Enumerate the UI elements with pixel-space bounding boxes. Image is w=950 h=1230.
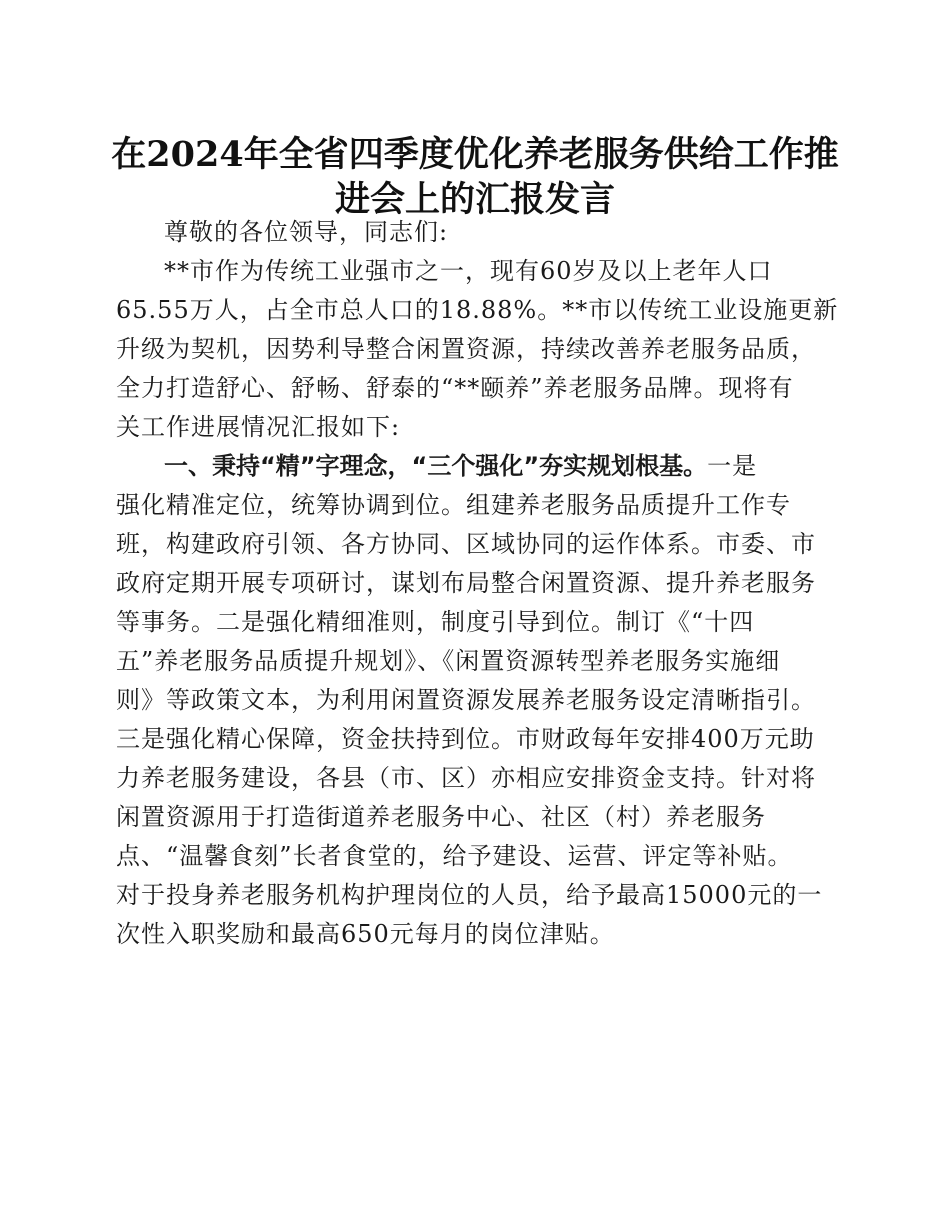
section-1-paragraph [116, 447, 823, 954]
paragraph-line: 65.55万人，占全市总人口的18.88%。**市以传统工业设施更新 [116, 296, 839, 324]
paragraph-line: 则》等政策文本，为利用闲置资源发展养老服务设定清晰指引。 [116, 686, 816, 714]
section-1-first-line [116, 447, 816, 486]
paragraph-line: 点、“温馨食刻”长者食堂的，给予建设、运营、评定等补贴。 [116, 842, 793, 870]
paragraph-line: **市作为传统工业强市之一，现有60岁及以上老年人口 [164, 257, 773, 285]
intro-paragraph [116, 252, 839, 447]
paragraph-line: 政府定期开展专项研讨，谋划布局整合闲置资源、提升养老服务 [116, 569, 816, 597]
document-body [116, 213, 839, 954]
paragraph-line: 对于投身养老服务机构护理岗位的人员，给予最高15000元的一 [116, 881, 823, 909]
paragraph-line: 全力打造舒心、舒畅、舒泰的“**颐养”养老服务品牌。现将有 [116, 374, 794, 402]
paragraph-line: 三是强化精心保障，资金扶持到位。市财政每年安排400万元助 [116, 725, 815, 753]
paragraph-line: 升级为契机，因势利导整合闲置资源，持续改善养老服务品质， [116, 335, 816, 363]
paragraph-line: 班，构建政府引领、各方协同、区域协同的运作体系。市委、市 [116, 530, 816, 558]
paragraph-line: 关工作进展情况汇报如下: [116, 413, 401, 441]
section-1-heading: 一、秉持“精”字理念，“三个强化”夯实规划根基。 [164, 452, 708, 480]
document-title [100, 132, 850, 222]
paragraph-line: 力养老服务建设，各县（市、区）亦相应安排资金支持。针对将 [116, 764, 816, 792]
title-line-1: 在2024年全省四季度优化养老服务供给工作推 [111, 134, 839, 175]
paragraph-line: 次性入职奖励和最高650元每月的岗位津贴。 [116, 920, 615, 948]
section-1-first-tail: 一是 [707, 452, 758, 480]
paragraph-line: 五”养老服务品质提升规划》、《闲置资源转型养老服务实施细 [116, 647, 781, 675]
salutation: 尊敬的各位领导，同志们: [164, 218, 449, 246]
title-line-2: 进会上的汇报发言 [334, 179, 615, 220]
paragraph-line: 等事务。二是强化精细准则，制度引导到位。制订《“十四 [116, 608, 755, 636]
paragraph-line: 闲置资源用于打造街道养老服务中心、社区（村）养老服务 [116, 803, 766, 831]
paragraph-line: 强化精准定位，统筹协调到位。组建养老服务品质提升工作专 [116, 491, 791, 519]
